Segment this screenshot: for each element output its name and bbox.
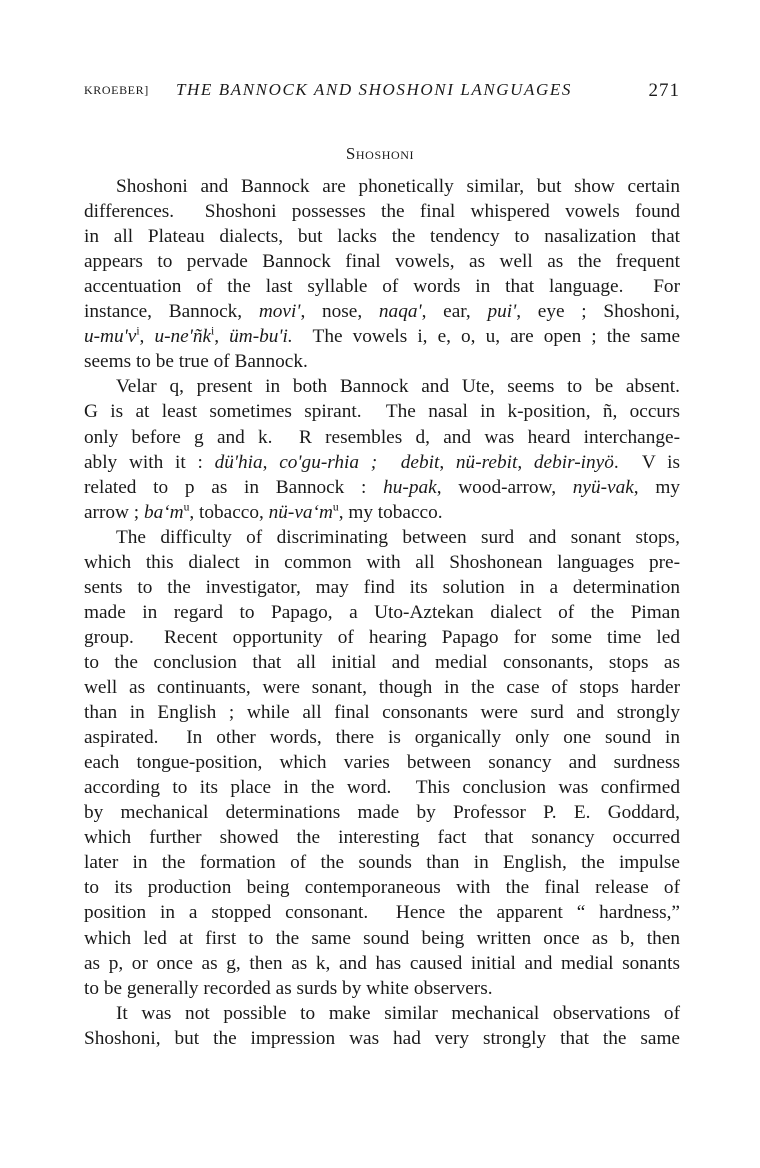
text-run: The vowels i, e, o, u, are open ; the same [292,326,681,348]
native-term: debir-inyö [533,451,614,473]
native-term: naqa' [378,301,422,323]
text-line [84,625,680,650]
text-run: later in the formation of the sounds than in English, the impulse [84,852,680,874]
native-term: baʻm [143,501,184,523]
text-run: Shoshoni, but the impression was had very strongly that the same [84,1027,680,1049]
text-run: . V is [613,451,681,473]
text-run: accentuation of the last syllable of words in that language. For [84,276,680,298]
text-line [84,825,680,850]
text-line [84,650,680,675]
text-line [116,374,680,399]
text-run: , wood-arrow, [436,476,573,498]
native-term: u-ne'ñk [154,326,212,348]
text-line [84,750,680,775]
text-run: It was not possible to make similar mechanical observations of [116,1002,680,1024]
text-run: , [439,451,456,473]
text-run: to its production being contemporaneous with the final release of [84,877,680,899]
native-term: co'gu-rhia ; debit [279,451,440,473]
text-line [116,525,680,550]
running-head-title: THE BANNOCK AND SHOSHONI LANGUAGES [176,80,572,99]
text-line [84,926,680,951]
text-run: well as continuants, were sonant, though in the case of stops harder [84,677,680,698]
text-line [84,249,680,274]
text-line [84,349,680,374]
text-run: by mechanical determinations made by Professor P. E. Goddard, [84,802,680,824]
superscript-vowel: i [211,324,215,338]
text-run: Velar q, present in both Bannock and Ute, seems to be absent. [116,376,680,398]
text-line [116,1001,680,1026]
running-head-author: KROEBER] [84,83,149,97]
text-run: seems to be true of Bannock. [84,351,308,373]
text-run: which further showed the interesting fact that sonancy occurred [84,827,680,849]
text-run: , [517,451,534,473]
text-run: instance, Bannock, [84,301,259,323]
native-term: u-mu'v [84,326,137,348]
text-run: The difficulty of discriminating between surd and sonant stops, [116,526,680,548]
text-run: in all Plateau dialects, but lacks the tendency to nasalization that [84,226,680,248]
text-line [84,700,680,725]
native-term: üm-bu'i. [229,326,293,348]
text-line [84,976,680,1001]
text-line [84,725,680,750]
text-line [84,550,680,575]
text-run: Shoshoni and Bannock are phonetically similar, but show certain [116,176,680,197]
text-line [84,800,680,825]
text-run: differences. Shoshoni possesses the final whispered vowels found [84,201,680,223]
text-line [84,274,680,299]
text-run: , [214,326,230,348]
text-run: related to p as in Bannock : [84,476,384,498]
section-heading: Shoshoni [345,144,415,163]
text-run: as p, or once as g, then as k, and has caused initial and medial sonants [84,952,680,974]
text-run: , my [633,476,680,498]
text-line [84,299,680,324]
text-line [84,951,680,976]
text-run: arrow ; [84,501,144,523]
text-line [84,399,680,424]
page-number: 271 [648,80,680,101]
text-run: , tobacco, [189,501,269,523]
text-line [84,199,680,224]
text-run: to the conclusion that all initial and medial consonants, stops as [84,651,680,673]
text-run: to be generally recorded as surds by white observers. [84,977,493,999]
running-head [84,80,680,102]
text-run: according to its place in the word. This conclusion was confirmed [84,777,680,799]
text-run: only before g and k. R resembles d, and was heard interchange- [84,426,680,448]
text-run: which this dialect in common with all Shoshonean languages pre- [84,551,680,573]
text-run: group. Recent opportunity of hearing Papago for some time led [84,626,680,648]
text-line [84,775,680,800]
text-line [84,475,680,500]
text-run: , eye ; Shoshoni, [516,301,681,323]
text-run: , [262,451,280,473]
text-line [84,600,680,625]
text-line [84,850,680,875]
text-run: which led at first to the same sound being written once as b, then [84,927,680,949]
text-line [84,575,680,600]
text-run: sents to the investigator, may find its solution in a determination [84,576,680,598]
text-line [84,425,680,450]
native-term: movi' [258,301,301,323]
native-term: nü-rebit [455,451,518,473]
text-run: , nose, [300,301,379,323]
text-run: , my tobacco. [338,501,443,523]
text-line [84,875,680,900]
native-term: pui' [487,301,517,323]
superscript-vowel: u [183,500,190,514]
text-line [84,450,680,475]
text-line [84,500,680,525]
text-run: position in a stopped consonant. Hence the apparent “ hardness,” [84,902,680,924]
text-run: aspirated. In other words, there is organically only one sound in [84,727,680,749]
text-run: made in regard to Papago, a Uto-Aztekan dialect of the Piman [84,601,680,623]
text-run: ably with it : [84,451,215,473]
native-term: nyü-vak [572,476,634,498]
text-run: , [139,326,155,348]
text-run: appears to pervade Bannock final vowels, as well as the frequent [84,251,680,273]
text-line [84,900,680,925]
text-line [84,1026,680,1051]
native-term: hu-pak [383,476,437,498]
text-run: than in English ; while all final consonants were surd and strongly [84,702,680,724]
superscript-vowel: i [136,324,140,338]
text-line [84,324,680,349]
text-run: each tongue-position, which varies between sonancy and surdness [84,752,680,774]
text-run: , ear, [421,301,488,323]
text-run: G is at least sometimes spirant. The nasal in k-position, ñ, occurs [84,401,680,423]
native-term: nü-vaʻm [268,501,333,523]
text-line [116,174,680,199]
superscript-vowel: u [332,500,339,514]
text-line [84,675,680,700]
text-line [84,224,680,249]
native-term: dü'hia [214,451,263,473]
